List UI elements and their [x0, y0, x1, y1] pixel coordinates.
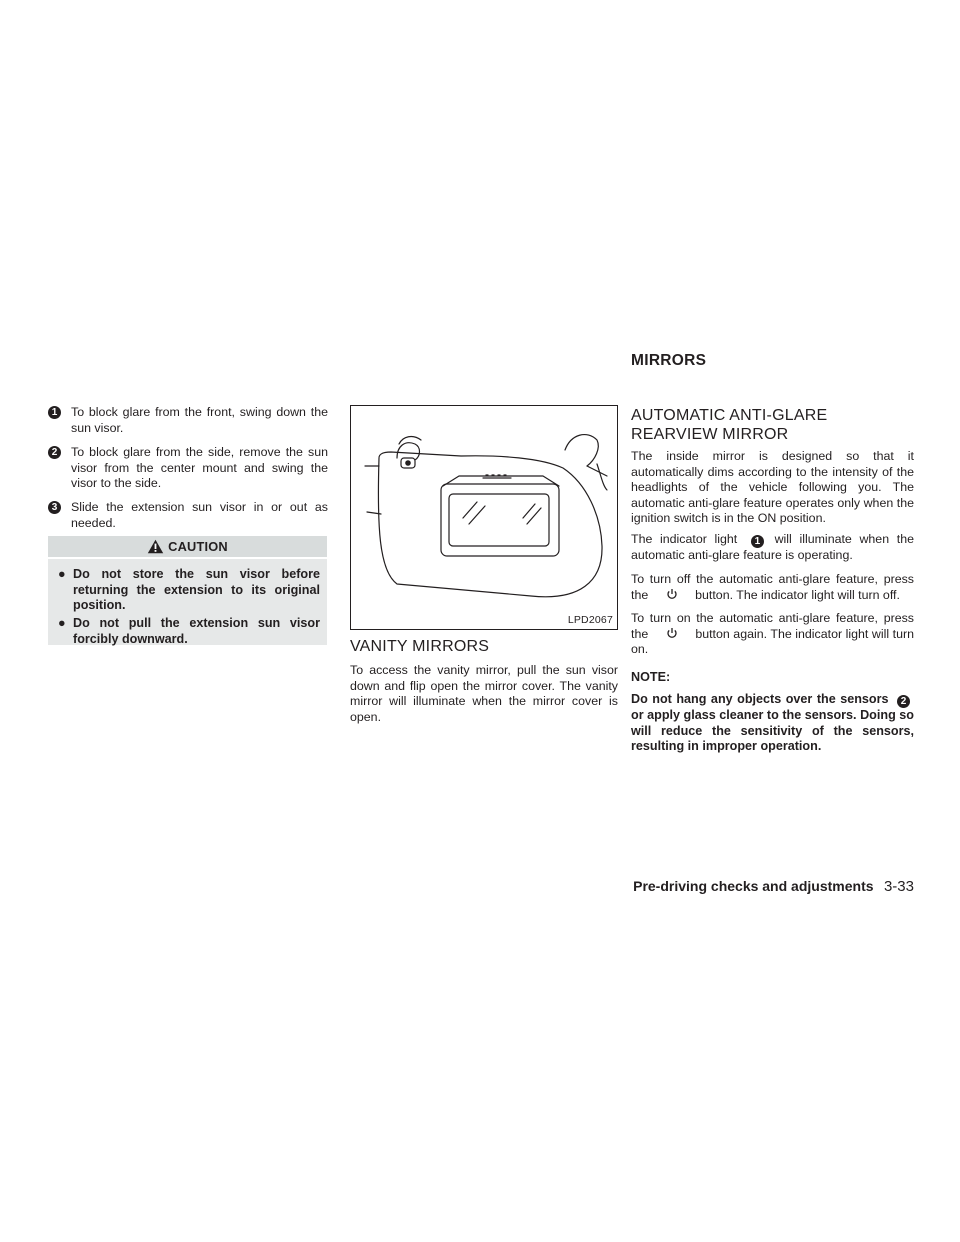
note-label: NOTE: [631, 670, 671, 684]
turn-on-paragraph [631, 611, 914, 658]
caution-title: CAUTION [168, 539, 228, 554]
callout-1-badge: 1 [751, 535, 764, 548]
caution-header [48, 536, 327, 557]
warning-icon [147, 539, 164, 554]
vanity-heading: VANITY MIRRORS [350, 638, 490, 655]
list-item-text: To block glare from the front, swing down the sun visor. [71, 405, 328, 435]
caution-item-text: Do not pull the extension sun visor forcibly downward. [73, 616, 320, 646]
callout-1-badge: 1 [48, 406, 61, 419]
text-run: To turn off the automatic anti-glare feature, press the [631, 572, 914, 602]
caution-item [58, 616, 320, 647]
caution-item [58, 567, 320, 614]
page-footer [633, 878, 914, 896]
turn-off-paragraph [631, 572, 914, 603]
text-run: will illuminate when the automatic anti-glare feature is operating. [631, 532, 914, 562]
caution-item-text: Do not store the sun visor before returning the extension to its original position. [73, 567, 320, 613]
list-item [48, 500, 328, 531]
sun-visor-figure [350, 405, 618, 630]
text-run: To turn on the automatic anti-glare feature, press the [631, 611, 914, 641]
text-run: button. The indicator light will turn off. [695, 587, 900, 602]
figure-code: LPD2067 [567, 614, 613, 626]
indicator-paragraph [631, 532, 914, 564]
caution-body [48, 559, 327, 645]
auto-mirror-heading [631, 406, 916, 444]
footer-chapter: Pre-driving checks and adjustments [633, 878, 874, 894]
callout-2-badge: 2 [48, 446, 61, 459]
sun-visor-illustration [351, 406, 617, 629]
callout-2-badge: 2 [897, 695, 910, 708]
heading-line: REARVIEW MIRROR [631, 426, 789, 443]
callout-3-badge: 3 [48, 501, 61, 514]
text-run: Do not hang any objects over the sensors [631, 692, 889, 706]
power-icon [652, 627, 692, 639]
power-icon [652, 588, 692, 600]
text-run: or apply glass cleaner to the sensors. Doing so will reduce the sensitivity of the sensors, resulting in improper operation. [631, 708, 914, 754]
bullet-glyph: ● [58, 616, 66, 630]
list-item-text: To block glare from the side, remove the sun visor from the center mount and swing the visor to the side. [71, 445, 328, 491]
list-item-text: Slide the extension sun visor in or out as needed. [71, 500, 328, 530]
list-item [48, 445, 328, 492]
auto-mirror-intro: The inside mirror is designed so that it automatically dims according to the intensity of the headlights of the vehicle following you. The automatic anti-glare feature operates only when the ignition switch is in the ON position. [631, 449, 914, 526]
vanity-body: To access the vanity mirror, pull the sun visor down and flip open the mirror cover. The vanity mirror will illuminate when the mirror cover is open. [350, 663, 618, 724]
note-body [631, 692, 914, 755]
section-title: MIRRORS [631, 352, 707, 369]
text-run: button again. The indicator light will turn on. [631, 626, 914, 657]
list-item [48, 405, 328, 436]
bullet-glyph: ● [58, 567, 66, 581]
footer-page-number: 3-33 [883, 878, 914, 895]
heading-line: AUTOMATIC ANTI-GLARE [631, 407, 828, 424]
text-run: The indicator light [631, 532, 738, 546]
